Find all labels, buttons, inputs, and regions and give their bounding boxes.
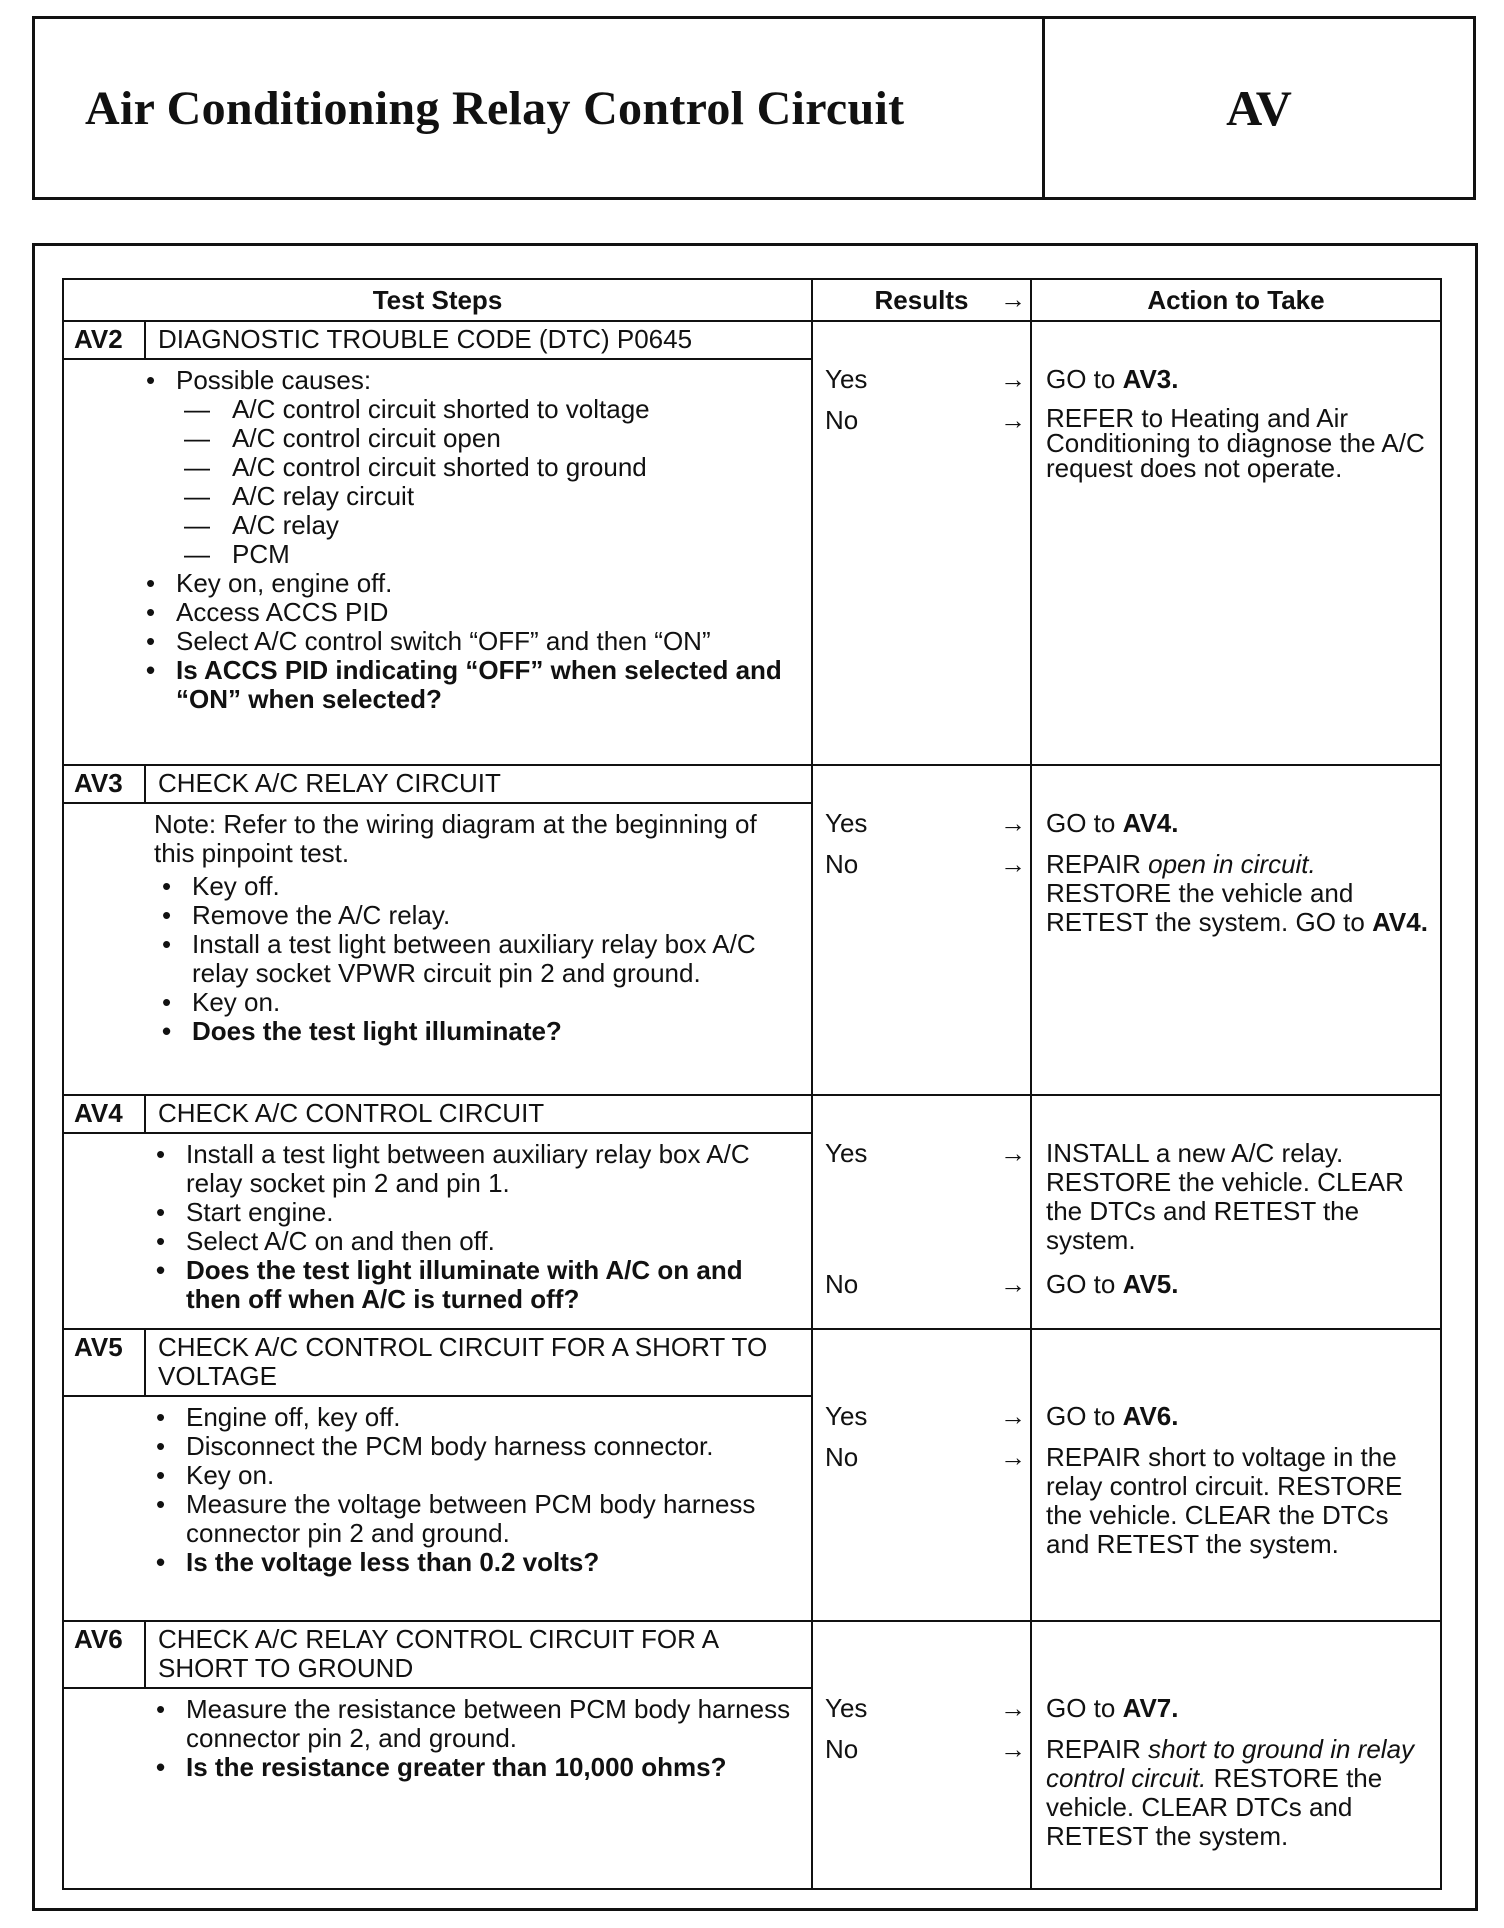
results-cell [812,1621,1031,1889]
list-item: • Install a test light between auxiliary relay box A/C relay socket VPWR circuit pin 2 and ground. [150,930,801,988]
result-no: No → [825,1442,1026,1472]
list-item: • Measure the resistance between PCM body harness connector pin 2, and ground. [144,1695,801,1753]
list-item: • Access ACCS PID [134,598,801,627]
step-code: AV4 [64,1096,146,1132]
list-item: • Possible causes: — A/C control circuit shorted to voltage — A/C control circuit open — A/C control circuit shorted to ground — A/C relay circuit — A/C relay — PCM [134,366,801,569]
step-question: • Does the test light illuminate with A/C on and then off when A/C is turned off? [144,1256,801,1314]
cause-item: — PCM [176,540,801,569]
action-no: GO to AV5. [1046,1269,1179,1299]
result-yes: Yes → [825,808,1026,838]
arrow-icon: → [1000,808,1026,838]
list-item: • Measure the voltage between PCM body harness connector pin 2 and ground. [144,1490,801,1548]
list-item: • Select A/C control switch “OFF” and then “ON” [134,627,801,656]
table-row [63,1621,1441,1889]
step-question: • Is the voltage less than 0.2 volts? [144,1548,801,1577]
section-code: AV [1226,80,1292,136]
action-cell [1031,765,1441,1095]
arrow-icon: → [1000,1442,1026,1472]
pinpoint-test-table [62,278,1442,1890]
table-row [63,1329,1441,1621]
result-yes: Yes → [825,1138,1026,1168]
step-code: AV2 [64,322,146,358]
list-item: • Start engine. [144,1198,801,1227]
arrow-icon: → [1000,1734,1026,1764]
result-no: No → [825,849,1026,879]
action-no: REPAIR short to ground in relay control circuit. RESTORE the vehicle. CLEAR DTCs and RETEST the system. [1046,1734,1415,1851]
list-item: • Engine off, key off. [144,1403,801,1432]
cause-item: — A/C relay circuit [176,482,801,511]
results-cell [812,1329,1031,1621]
title-box [32,16,1476,200]
step-question: • Is ACCS PID indicating “OFF” when selected and “ON” when selected? [134,656,801,714]
table-row [63,321,1441,765]
results-cell [812,765,1031,1095]
test-step-cell [63,1329,812,1621]
list-item: • Key on. [150,988,801,1017]
page-title: Air Conditioning Relay Control Circuit [35,19,1045,197]
results-cell [812,321,1031,765]
step-title: CHECK A/C RELAY CIRCUIT [158,768,501,798]
action-yes: GO to AV4. [1046,808,1179,838]
action-cell [1031,1329,1441,1621]
list-item: • Select A/C on and then off. [144,1227,801,1256]
arrow-icon: → [1000,405,1026,435]
action-yes: GO to AV3. [1046,364,1179,394]
list-item: • Key on. [144,1461,801,1490]
test-step-cell [63,321,812,765]
arrow-icon: → [1000,364,1026,394]
action-no: REPAIR open in circuit. RESTORE the vehicle and RETEST the system. GO to AV4. [1046,849,1428,937]
header-results: Results → [812,279,1031,321]
header-row [63,279,1441,321]
result-yes: Yes → [825,1401,1026,1431]
header-test-steps: Test Steps [63,279,812,321]
arrow-icon: → [1000,849,1026,879]
list-item: • Remove the A/C relay. [150,901,801,930]
action-no: REFER to Heating and Air Conditioning to diagnose the A/C request does not operate. [1046,403,1425,483]
arrow-icon: → [1000,1138,1026,1168]
step-question: • Is the resistance greater than 10,000 ohms? [144,1753,801,1782]
step-title: CHECK A/C RELAY CONTROL CIRCUIT FOR A SHORT TO GROUND [158,1624,718,1683]
step-note: Note: Refer to the wiring diagram at the beginning of this pinpoint test. [154,809,757,868]
cause-item: — A/C control circuit shorted to voltage [176,395,801,424]
result-no: No → [825,1734,1026,1764]
arrow-icon: → [1000,1269,1026,1299]
arrow-icon: → [1000,1693,1026,1723]
list-item: • Key on, engine off. [134,569,801,598]
result-yes: Yes → [825,1693,1026,1723]
result-yes: Yes → [825,364,1026,394]
step-title: CHECK A/C CONTROL CIRCUIT [158,1098,545,1128]
step-title: CHECK A/C CONTROL CIRCUIT FOR A SHORT TO VOLTAGE [158,1332,768,1391]
result-no: No → [825,405,1026,435]
action-cell [1031,321,1441,765]
cause-item: — A/C control circuit shorted to ground [176,453,801,482]
result-no: No → [825,1269,1026,1299]
step-code: AV5 [64,1330,146,1395]
list-item: • Install a test light between auxiliary relay box A/C relay socket pin 2 and pin 1. [144,1140,801,1198]
header-action: Action to Take [1031,279,1441,321]
test-step-cell [63,1621,812,1889]
arrow-icon: → [1000,1401,1026,1431]
step-question: • Does the test light illuminate? [150,1017,801,1046]
list-item: • Disconnect the PCM body harness connector. [144,1432,801,1461]
step-code: AV3 [64,766,146,802]
action-cell [1031,1095,1441,1329]
action-yes: GO to AV6. [1046,1401,1179,1431]
cause-item: — A/C relay [176,511,801,540]
action-yes: GO to AV7. [1046,1693,1179,1723]
action-yes: INSTALL a new A/C relay. RESTORE the vehicle. CLEAR the DTCs and RETEST the system. [1046,1138,1404,1255]
test-step-cell [63,765,812,1095]
arrow-icon: → [1000,284,1026,314]
step-title: DIAGNOSTIC TROUBLE CODE (DTC) P0645 [158,324,693,354]
table-row [63,1095,1441,1329]
results-cell [812,1095,1031,1329]
test-step-cell [63,1095,812,1329]
table-row [63,765,1441,1095]
action-no: REPAIR short to voltage in the relay control circuit. RESTORE the vehicle. CLEAR the DTCs and RETEST the system. [1046,1442,1403,1559]
step-code: AV6 [64,1622,146,1687]
action-cell [1031,1621,1441,1889]
cause-item: — A/C control circuit open [176,424,801,453]
list-item: • Key off. [150,872,801,901]
